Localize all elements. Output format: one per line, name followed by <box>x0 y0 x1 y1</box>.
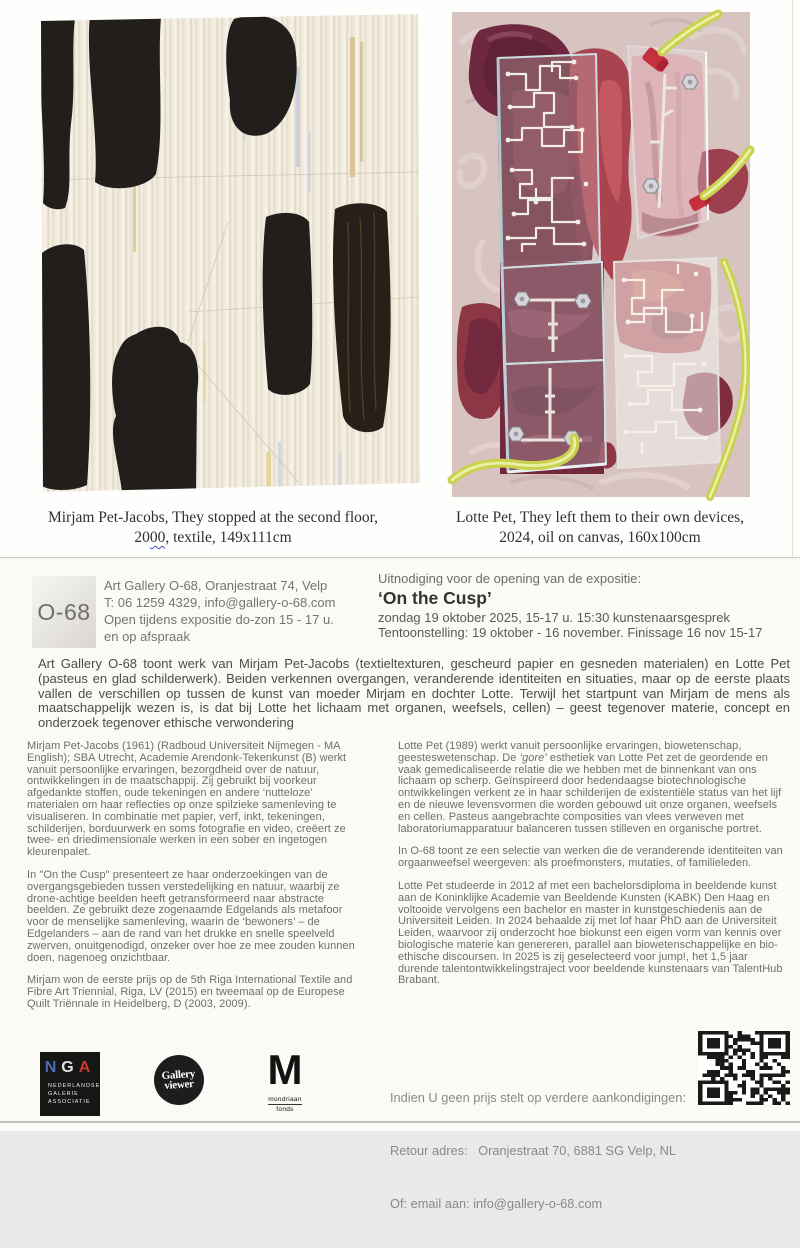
mondriaan-fonds-logo <box>262 1046 308 1114</box>
gallery-hours-line: Open tijdens expositie do-zon 15 - 17 u. <box>104 612 334 627</box>
mondriaan-text: mondriaan <box>268 1096 302 1103</box>
artwork-left-image <box>38 12 420 492</box>
bio-column-mirjam <box>27 741 363 1022</box>
artwork-right-image <box>452 12 750 497</box>
notice-line2: Retour adres: Oranjestraat 70, 6881 SG Velp, NL <box>390 1142 676 1158</box>
exhibition-period-line: Tentoonstelling: 19 oktober - 16 november. Finissage 16 nov 15-17 <box>378 625 763 640</box>
scan-right-edge <box>792 0 793 557</box>
gallery-address-block <box>104 577 335 645</box>
gore-italic: ‘gore’ <box>519 751 547 764</box>
caption-right <box>440 508 760 548</box>
caption-right-line2: 2024, oil on canvas, 160x100cm <box>499 529 701 546</box>
opening-date-line: zondag 19 oktober 2025, 15-17 u. 15:30 kunstenaarsgesprek <box>378 610 730 625</box>
caption-right-line1: Lotte Pet, They left them to their own devices, <box>455 509 745 526</box>
gallery-o68-logo <box>32 576 96 648</box>
invitation-intro: Uitnodiging voor de opening van de expositie: <box>378 571 642 586</box>
scan-bottom-margin <box>0 1123 800 1131</box>
handwritten-correction-mark: 00 <box>149 529 166 546</box>
invitation-block <box>378 571 762 640</box>
caption-left-line2: 2000, textile, 149x111cm <box>134 529 292 546</box>
textile-artwork <box>38 12 420 492</box>
bio-mirjam-p2: In "On the Cusp" presenteert ze haar onderzoekingen van de overgangsgebieden tussen verstedelijking en natuur, waarbij ze drone-achtige beelden heeft getransformeerd naar abstracte beelden. Ze gebruikt deze zogenaamde Edgelands als metafoor voor de menselijke samenleving, waarin de ‘bewoners’ – de Edgelanders – aan de rand van het drukke en snelle speelveld zwerven, onuitgenodigd, onzeker over hoe ze mee zouden kunnen doen, nagenoeg onzichtbaar. <box>27 868 355 964</box>
nga-letters: NGA <box>44 1059 96 1076</box>
nga-logo <box>40 1052 100 1116</box>
mailing-notice <box>390 1054 686 1248</box>
fold-line <box>0 557 800 558</box>
caption-left <box>30 508 396 548</box>
gallery-address-line: Art Gallery O-68, Oranjestraat 74, Velp <box>104 578 328 593</box>
bio-lotte-p3: Lotte Pet studeerde in 2012 af met een bachelorsdiploma in beeldende kunst aan de Koninklijke Academie van Beeldende Kunsten (KABK) Den Haag en voltooide vervolgens een bachelor en master in kunstgeschiedenis aan de Universiteit Leiden. In 2024 behaalde zij met lof haar PhD aan de Universiteit Leiden, waarvoor zij onderzocht hoe biokunst een eigen vorm van kennis over biologische materie kan genereren, parallel aan biowetenschappelijke en bio-ethische discoursen. In 2025 is zij geselecteerd voor jump!, het 1,5 jaar durende talentontwikkelingstraject voor beeldende kunstenaars van TalentHub Brabant. <box>398 879 783 987</box>
gallery-o68-logo-text: O-68 <box>37 598 91 625</box>
glass-slab-ttube-bottomleft <box>502 262 606 472</box>
notice-line3: Of: email aan: info@gallery-o-68.com <box>390 1195 603 1211</box>
glass-slab-circuit-topleft <box>498 54 600 268</box>
caption-left-line1: Mirjam Pet-Jacobs, They stopped at the second floor, <box>47 509 379 526</box>
intro-paragraph: Art Gallery O-68 toont werk van Mirjam Pet-Jacobs (textieltexturen, gescheurd papier en gesneden materialen) en Lotte Pet (pasteus en glad schilderwerk). Beiden verkennen overgangen, veranderende identiteiten en situaties, maar op de eerste plaats vallen de verschillen op tussen de kunst van moeder Mirjam en dochter Lotte. Terwijl het startpunt van Mirjam de mens als maatschappelijk wezen is, is dat bij Lotte het lichaam met organen, weefsels, cellen) – geest tegenover materie, concept en onderzoek tegenover ethische verwondering <box>38 656 790 731</box>
bio-lotte-p2: In O-68 toont ze een selectie van werken die de veranderende identiteiten van orgaanweefsel weergeven: als proefmonsters, mutaties, of familieleden. <box>398 845 783 870</box>
bio-lotte-p1: Lotte Pet (1989) werkt vanuit persoonlijke ervaringen, biowetenschap, geesteswetenschap. De ‘gore’ esthetiek van Lotte Pet zet de geordende en vaak gemedicaliseerde relatie die we hebben met de binnenkant van ons lichaam op scherp. Geïnspireerd door hedendaagse biotechnologische ontwikkelingen verkent ze in haar schilderijen de existentiële status van het lijf en de nieuwe levensvormen die worden gebouwd uit onze organen, weefsels en cellen. Pasteus aangebrachte composities van vlees verweven met laboratoriumapparatuur balanceren tussen stilleven en organische portret. <box>398 740 782 835</box>
nga-subtitle: NEDERLANDSE GALERIE ASSOCIATIE <box>48 1083 101 1105</box>
gallery-viewer-text: Gallery viewer <box>161 1067 196 1092</box>
exhibition-title: ‘On the Cusp’ <box>378 588 492 608</box>
gallery-hours-line2: en op afspraak <box>104 629 191 644</box>
notice-line1: Indien U geen prijs stelt op verdere aankondigingen: <box>390 1090 686 1106</box>
bio-column-lotte <box>398 741 788 998</box>
fonds-text: fonds <box>276 1106 294 1113</box>
bio-mirjam-p3: Mirjam won de eerste prijs op de 5th Riga International Textile and Fibre Art Triennial, Riga, LV (2015) en tweemaal op de Europese Quilt Triënnale in Heidelberg, D (2003, 2009). <box>27 974 353 1010</box>
gallery-viewer-logo <box>154 1055 204 1105</box>
mondriaan-m-letter: M <box>267 1046 303 1093</box>
gallery-contact-line: T: 06 1259 4329, info@gallery-o-68.com <box>104 595 336 610</box>
glass-slab-circuit-bottomright <box>614 258 720 468</box>
painting-artwork <box>452 12 750 497</box>
qr-code <box>698 1031 790 1105</box>
bio-mirjam-p1: Mirjam Pet-Jacobs (1961) (Radboud Universiteit Nijmegen - MA English); SBA Utrecht, Academie Arendonk-Tekenkunst (B) werkt vanuit persoonlijke ervaringen, bezorgdheid over de natuur, ontwikkelingen in de maatschappij. Zij gebruikt bij voorkeur afgedankte stoffen, oude tekeningen en andere ‘nutteloze’ materialen om haar reflecties op onze spilzieke samenleving te visualiseren. In combinatie met papier, verf, inkt, tekeningen, schilderijen, borduurwerk en soms fotografie en video, creëert ze twee- en driedimensionale werken in een sober en ingetogen kleurenpalet. <box>27 740 347 859</box>
